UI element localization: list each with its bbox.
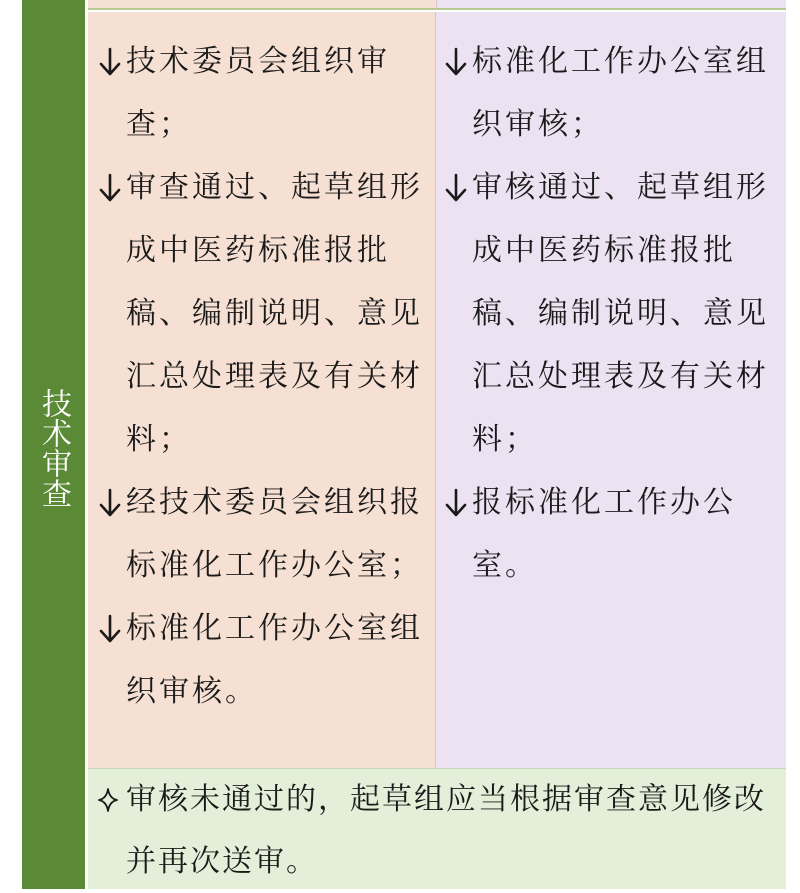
list-item (94, 471, 430, 597)
down-arrow-icon (96, 156, 124, 219)
column-a-list (94, 30, 430, 723)
list-item-text: 审核通过、起草组形成中医药标准报批稿、编制说明、意见汇总处理表及有关材料； (472, 170, 769, 457)
down-arrow-icon (96, 471, 124, 534)
list-item (440, 471, 782, 597)
list-item-text: 标准化工作办公室组织审核； (472, 44, 769, 142)
column-a-cell (88, 12, 436, 768)
down-arrow-icon (442, 30, 470, 93)
list-item-text: 技术委员会组织审查； (126, 44, 390, 142)
column-b-list (440, 30, 782, 597)
list-item-text: 标准化工作办公室组织审核。 (126, 611, 423, 709)
list-item-text: 审查通过、起草组形成中医药标准报批稿、编制说明、意见汇总处理表及有关材料； (126, 170, 423, 457)
previous-row-cell-b (436, 0, 786, 10)
note-text: 审核未通过的，起草组应当根据审查意见修改并再次送审。 (126, 782, 766, 879)
list-item (94, 597, 430, 723)
list-item (94, 156, 430, 471)
list-item-text: 经技术委员会组织报标准化工作办公室； (126, 485, 423, 583)
down-arrow-icon (442, 471, 470, 534)
list-item (440, 30, 782, 156)
list-item (440, 156, 782, 471)
down-arrow-icon (96, 597, 124, 660)
column-b-cell (436, 12, 786, 768)
down-arrow-icon (442, 156, 470, 219)
stage-label: 技术审查 (36, 388, 71, 508)
list-item-text: 报标准化工作办公室。 (472, 485, 736, 583)
list-item (94, 30, 430, 156)
note-cell (88, 768, 786, 889)
previous-row-cell-a (88, 0, 436, 10)
down-arrow-icon (96, 30, 124, 93)
